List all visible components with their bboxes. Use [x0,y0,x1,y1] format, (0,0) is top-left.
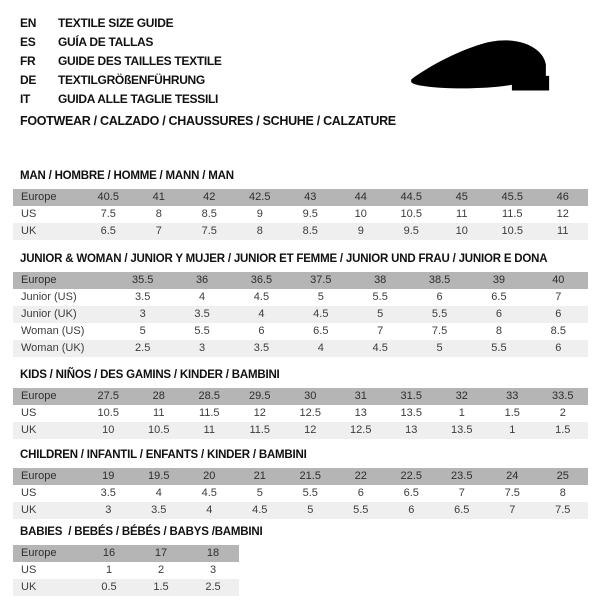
size-cell: 8.5 [285,223,336,240]
size-cell: 44.5 [386,189,437,206]
size-cell: 20 [184,468,235,485]
size-cell: 9.5 [285,206,336,223]
size-cell: 46 [538,189,589,206]
size-cell: 37.5 [291,272,350,289]
language-title: GUIDA ALLE TAGLIE TESSILI [58,91,219,106]
size-cell: 13 [386,422,437,439]
size-cell: 8 [235,223,286,240]
size-cell: 8 [469,323,528,340]
category-line: FOOTWEAR / CALZADO / CHAUSSURES / SCHUHE / CALZATURE [20,114,396,128]
table-row [13,323,588,340]
size-cell: 32 [437,388,488,405]
size-cell: 8.5 [184,206,235,223]
size-cell: 7.5 [487,485,538,502]
size-cell: 4.5 [184,485,235,502]
size-cell: 7 [134,223,185,240]
size-cell: 29.5 [235,388,286,405]
size-cell: 5.5 [351,289,410,306]
size-cell: 7 [487,502,538,519]
size-cell: 7.5 [538,502,589,519]
table-row [13,562,239,579]
table-row [13,189,588,206]
size-cell: 3.5 [113,289,172,306]
size-cell: 10 [437,223,488,240]
size-cell: 10.5 [487,223,538,240]
row-label: US [13,485,83,502]
table-row [13,545,239,562]
size-cell: 44 [336,189,387,206]
table-row [13,272,588,289]
table-row [13,340,588,357]
size-cell: 6.5 [386,485,437,502]
size-cell: 5 [285,502,336,519]
language-title: TEXTILGRÖßENFÜHRUNG [58,72,205,87]
size-cell: 4 [232,306,291,323]
row-label: US [13,206,83,223]
size-cell: 28.5 [184,388,235,405]
row-label: Europe [13,545,83,562]
size-cell: 4 [172,289,231,306]
size-cell: 2.5 [187,579,239,596]
size-cell: 2 [538,405,589,422]
size-cell: 3 [113,306,172,323]
row-label: Woman (UK) [13,340,113,357]
size-cell: 7 [351,323,410,340]
size-cell: 1 [487,422,538,439]
size-cell: 3 [187,562,239,579]
size-cell: 36 [172,272,231,289]
size-cell: 4 [291,340,350,357]
table-row [13,405,588,422]
size-cell: 12 [235,405,286,422]
row-label: Europe [13,468,83,485]
table-row [13,388,588,405]
size-cell: 5 [351,306,410,323]
size-cell: 7 [529,289,588,306]
language-title: GUIDE DES TAILLES TEXTILE [58,53,222,68]
size-cell: 30 [285,388,336,405]
size-cell: 1.5 [538,422,589,439]
size-cell: 42 [184,189,235,206]
row-label: Junior (UK) [13,306,113,323]
size-cell: 2.5 [113,340,172,357]
size-cell: 5.5 [410,306,469,323]
size-cell: 28 [134,388,185,405]
size-cell: 12 [285,422,336,439]
size-cell: 6 [410,289,469,306]
language-title: TEXTILE SIZE GUIDE [58,15,174,30]
section-title: CHILDREN / INFANTIL / ENFANTS / KINDER / BAMBINI [20,449,307,461]
section-babies [13,526,588,596]
size-cell: 1 [437,405,488,422]
size-cell: 6 [469,306,528,323]
size-cell: 4.5 [232,289,291,306]
section-title: KIDS / NIÑOS / DES GAMINS / KINDER / BAMBINI [20,369,280,381]
size-cell: 33 [487,388,538,405]
size-cell: 38.5 [410,272,469,289]
size-cell: 4.5 [351,340,410,357]
size-cell: 35.5 [113,272,172,289]
size-cell: 5 [410,340,469,357]
size-cell: 6 [232,323,291,340]
size-cell: 3.5 [172,306,231,323]
size-table-kids [13,388,588,439]
size-cell: 6.5 [83,223,134,240]
size-cell: 11 [437,206,488,223]
size-cell: 4 [134,485,185,502]
size-cell: 16 [83,545,135,562]
size-cell: 11 [134,405,185,422]
size-cell: 23.5 [437,468,488,485]
size-cell: 5 [291,289,350,306]
section-kids [13,369,588,439]
size-cell: 1.5 [487,405,538,422]
size-cell: 31.5 [386,388,437,405]
size-cell: 12 [538,206,589,223]
size-cell: 3 [83,502,134,519]
size-cell: 13.5 [386,405,437,422]
table-row [13,306,588,323]
size-cell: 3.5 [134,502,185,519]
size-cell: 11 [538,223,589,240]
size-cell: 7.5 [83,206,134,223]
size-cell: 1.5 [135,579,187,596]
row-label: UK [13,579,83,596]
size-cell: 21.5 [285,468,336,485]
row-label: UK [13,422,83,439]
size-cell: 7.5 [184,223,235,240]
size-cell: 1 [83,562,135,579]
size-cell: 5.5 [285,485,336,502]
size-cell: 12.5 [336,422,387,439]
size-cell: 3.5 [232,340,291,357]
section-title: JUNIOR & WOMAN / JUNIOR Y MUJER / JUNIOR ET FEMME / JUNIOR UND FRAU / JUNIOR E DONA [20,253,548,265]
size-cell: 12.5 [285,405,336,422]
size-cell: 6 [336,485,387,502]
size-cell: 45.5 [487,189,538,206]
size-cell: 9 [336,223,387,240]
section-title: BABIES / BEBÉS / BÉBÉS / BABYS /BAMBINI [20,526,263,538]
row-label: UK [13,223,83,240]
language-code: ES [20,34,36,49]
size-cell: 11.5 [235,422,286,439]
size-cell: 4.5 [291,306,350,323]
size-cell: 0.5 [83,579,135,596]
size-table-children [13,468,588,519]
language-code: DE [20,72,37,87]
section-children [13,449,588,519]
size-cell: 6.5 [437,502,488,519]
size-table-junior-woman [13,272,588,357]
row-label: US [13,562,83,579]
size-cell: 24 [487,468,538,485]
size-cell: 5.5 [336,502,387,519]
size-cell: 43 [285,189,336,206]
size-cell: 11 [184,422,235,439]
size-cell: 19 [83,468,134,485]
dress-shoe-icon [397,22,575,112]
size-cell: 5.5 [469,340,528,357]
size-cell: 11.5 [184,405,235,422]
row-label: Europe [13,189,83,206]
size-cell: 8 [538,485,589,502]
language-title: GUÍA DE TALLAS [58,34,154,49]
size-cell: 5 [235,485,286,502]
section-title: MAN / HOMBRE / HOMME / MANN / MAN [20,170,234,182]
size-table-babies [13,545,239,596]
size-cell: 3.5 [83,485,134,502]
size-cell: 13.5 [437,422,488,439]
size-cell: 33.5 [538,388,589,405]
table-row [13,468,588,485]
language-code: IT [20,91,31,106]
size-cell: 8 [134,206,185,223]
size-cell: 2 [135,562,187,579]
size-cell: 45 [437,189,488,206]
section-man [13,170,588,240]
size-cell: 7.5 [410,323,469,340]
table-row [13,206,588,223]
size-cell: 22 [336,468,387,485]
row-label: Woman (US) [13,323,113,340]
row-label: UK [13,502,83,519]
size-cell: 10.5 [134,422,185,439]
size-cell: 11.5 [487,206,538,223]
size-cell: 25 [538,468,589,485]
size-cell: 31 [336,388,387,405]
size-cell: 5.5 [172,323,231,340]
row-label: US [13,405,83,422]
size-cell: 3 [172,340,231,357]
size-cell: 10.5 [83,405,134,422]
size-cell: 10 [336,206,387,223]
size-cell: 8.5 [529,323,588,340]
size-cell: 39 [469,272,528,289]
size-cell: 21 [235,468,286,485]
table-row [13,485,588,502]
size-cell: 6 [386,502,437,519]
size-cell: 6 [529,340,588,357]
size-cell: 27.5 [83,388,134,405]
size-cell: 41 [134,189,185,206]
language-code: EN [20,15,37,30]
size-cell: 22.5 [386,468,437,485]
row-label: Europe [13,388,83,405]
size-cell: 9 [235,206,286,223]
size-cell: 13 [336,405,387,422]
table-row [13,422,588,439]
size-cell: 4 [184,502,235,519]
table-row [13,223,588,240]
size-cell: 9.5 [386,223,437,240]
table-row [13,502,588,519]
size-cell: 17 [135,545,187,562]
size-cell: 10.5 [386,206,437,223]
size-cell: 19.5 [134,468,185,485]
size-cell: 38 [351,272,410,289]
row-label: Europe [13,272,113,289]
size-cell: 36.5 [232,272,291,289]
table-row [13,289,588,306]
size-cell: 6.5 [291,323,350,340]
size-cell: 10 [83,422,134,439]
size-cell: 6 [529,306,588,323]
size-cell: 7 [437,485,488,502]
size-cell: 40.5 [83,189,134,206]
size-cell: 5 [113,323,172,340]
section-junior-woman [13,253,588,357]
language-code: FR [20,53,36,68]
size-cell: 6.5 [469,289,528,306]
size-cell: 40 [529,272,588,289]
size-cell: 42.5 [235,189,286,206]
size-cell: 18 [187,545,239,562]
size-table-man [13,189,588,240]
table-row [13,579,239,596]
row-label: Junior (US) [13,289,113,306]
size-cell: 4.5 [235,502,286,519]
